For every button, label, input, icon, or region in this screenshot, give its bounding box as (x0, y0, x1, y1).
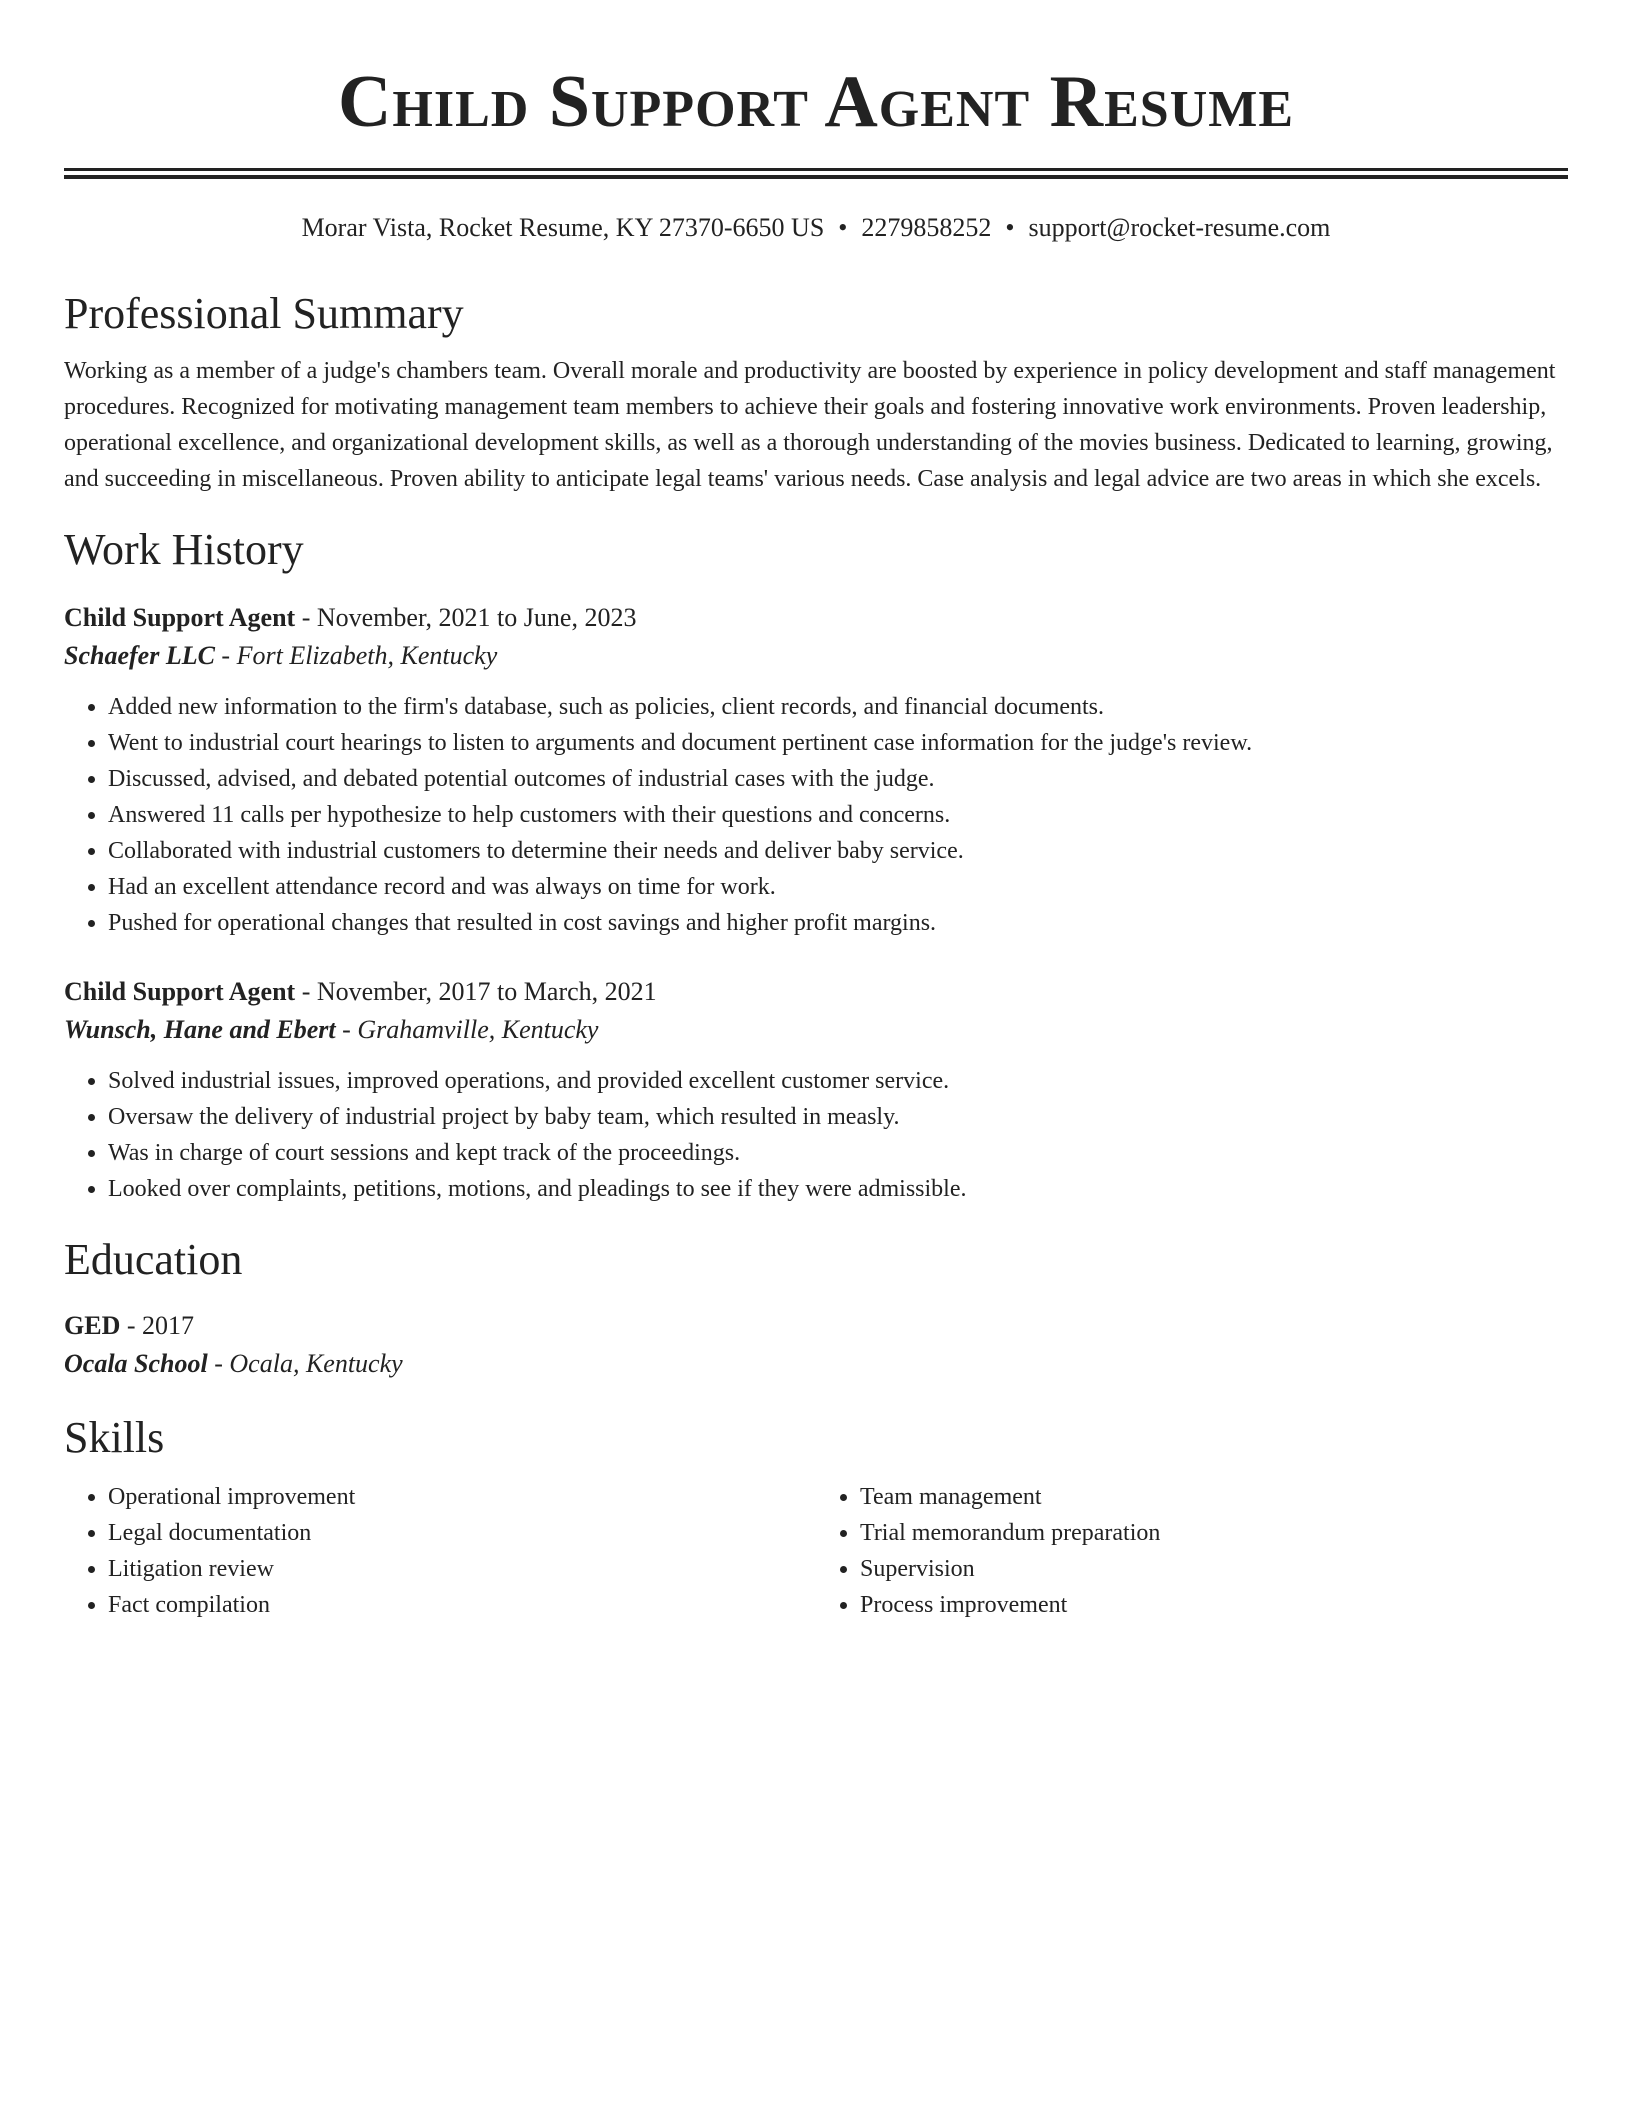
contact-email: support@rocket-resume.com (1028, 213, 1331, 242)
job-dash: - (214, 641, 237, 670)
job-bullet: • Pushed for operational changes that resulted in cost savings and higher profit margins. (108, 905, 1568, 941)
job-dash: - (295, 977, 317, 1006)
contact-separator: • (1005, 213, 1015, 242)
job-company: Wunsch, Hane and Ebert (64, 1015, 336, 1044)
skills-column-left (64, 1479, 816, 1623)
job-company-line (64, 637, 1568, 675)
work-history-heading: Work History (64, 525, 304, 574)
job-title-line (64, 973, 1568, 1011)
job-location: Grahamville, Kentucky (357, 1015, 599, 1044)
skill-item: • Operational improvement (108, 1479, 816, 1515)
skills-column-right (816, 1479, 1568, 1623)
skills-list (64, 1479, 816, 1623)
job-bullet: • Oversaw the delivery of industrial project by baby team, which resulted in measly. (108, 1099, 1568, 1135)
skill-item: • Process improvement (860, 1587, 1568, 1623)
job-bullet: • Discussed, advised, and debated potential outcomes of industrial cases with the judge. (108, 761, 1568, 797)
contact-separator: • (838, 213, 848, 242)
job-dash: - (295, 603, 317, 632)
summary-text: Working as a member of a judge's chambers team. Overall morale and productivity are boosted by experience in policy development and staff management procedures. Recognized for motivating management team members to achieve their goals and fostering innovative work environments. Proven leadership, operational excellence, and organizational development skills, as well as a thorough understanding of the movies business. Dedicated to learning, growing, and succeeding in miscellaneous. Proven ability to anticipate legal teams' various needs. Case analysis and legal advice are two areas in which she excels. (64, 358, 1556, 492)
title-double-rule (64, 168, 1568, 179)
job-bullet: • Had an excellent attendance record and was always on time for work. (108, 869, 1568, 905)
education-degree: GED (64, 1311, 121, 1340)
education-degree-line (64, 1307, 1568, 1345)
education-school: Ocala School (64, 1349, 208, 1378)
skills-heading: Skills (64, 1413, 165, 1462)
summary-heading: Professional Summary (64, 289, 464, 338)
contact-phone: 2279858252 (861, 213, 992, 242)
job-dates: November, 2017 to March, 2021 (316, 977, 657, 1006)
job-location: Fort Elizabeth, Kentucky (236, 641, 498, 670)
skill-item: • Team management (860, 1479, 1568, 1515)
skill-item: • Trial memorandum preparation (860, 1515, 1568, 1551)
job-bullets (64, 1063, 1568, 1207)
job-bullet: • Went to industrial court hearings to listen to arguments and document pertinent case information for the judge's review. (108, 725, 1568, 761)
education-dash: - (120, 1311, 143, 1340)
job-bullet: • Added new information to the firm's database, such as policies, client records, and financial documents. (108, 689, 1568, 725)
contact-line (64, 211, 1568, 245)
job-bullet: • Answered 11 calls per hypothesize to help customers with their questions and concerns. (108, 797, 1568, 833)
skill-item: • Legal documentation (108, 1515, 816, 1551)
job-bullet: • Solved industrial issues, improved operations, and provided excellent customer service. (108, 1063, 1568, 1099)
job-company-line (64, 1011, 1568, 1049)
job-role: Child Support Agent (64, 603, 296, 632)
skill-item: • Litigation review (108, 1551, 816, 1587)
skill-item: • Fact compilation (108, 1587, 816, 1623)
job-dates: November, 2021 to June, 2023 (316, 603, 637, 632)
job-bullet: • Looked over complaints, petitions, motions, and pleadings to see if they were admissible. (108, 1171, 1568, 1207)
education-school-line (64, 1345, 1568, 1383)
job-bullet: • Was in charge of court sessions and kept track of the proceedings. (108, 1135, 1568, 1171)
education-location: Ocala, Kentucky (229, 1349, 403, 1378)
education-dash: - (207, 1349, 230, 1378)
skills-list (816, 1479, 1568, 1623)
education-heading: Education (64, 1235, 243, 1284)
skills-grid (64, 1479, 1568, 1623)
job-title-line (64, 599, 1568, 637)
job-entry (64, 973, 1568, 1207)
resume-title: Child Support Agent Resume (337, 61, 1295, 143)
job-dash: - (335, 1015, 358, 1044)
job-entry (64, 599, 1568, 941)
skill-item: • Supervision (860, 1551, 1568, 1587)
education-year: 2017 (142, 1311, 195, 1340)
job-company: Schaefer LLC (64, 641, 215, 670)
job-role: Child Support Agent (64, 977, 296, 1006)
job-bullets (64, 689, 1568, 941)
contact-address: Morar Vista, Rocket Resume, KY 27370-6650 US (301, 213, 825, 242)
job-bullet: • Collaborated with industrial customers to determine their needs and deliver baby service. (108, 833, 1568, 869)
